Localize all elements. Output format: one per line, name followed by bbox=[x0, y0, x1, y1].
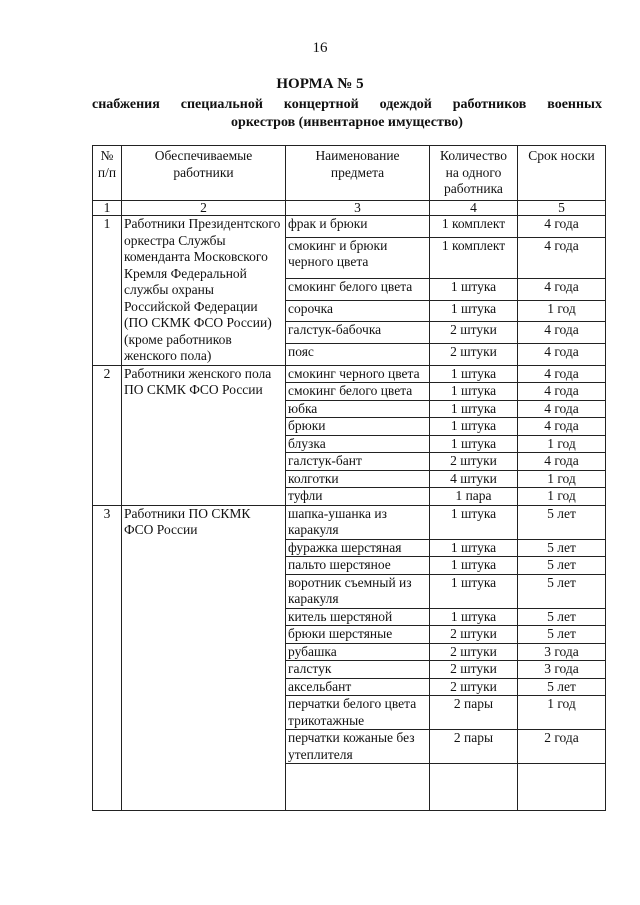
item-name-cell: смокинг белого цвета bbox=[286, 279, 430, 301]
workers-cell: Работники Президентского оркестра Службы коменданта Московского Кремля Федеральной службы охраны Российской Федерации (ПО СКМК ФСО России) (кроме работников женского пола) bbox=[122, 216, 286, 366]
column-number: 5 bbox=[518, 201, 606, 216]
item-name-cell: колготки bbox=[286, 470, 430, 488]
wear-term-cell: 5 лет bbox=[518, 626, 606, 644]
wear-term-cell: 3 года bbox=[518, 661, 606, 679]
subtitle-word: работников bbox=[452, 97, 527, 112]
quantity-cell: 2 пары bbox=[430, 730, 518, 764]
item-name-cell: смокинг и брюки черного цвета bbox=[286, 237, 430, 279]
item-name-cell: фуражка шерстяная bbox=[286, 539, 430, 557]
quantity-cell: 1 штука bbox=[430, 383, 518, 401]
workers-cell: Работники женского пола ПО СКМК ФСО России bbox=[122, 365, 286, 505]
item-name-cell: галстук-бабочка bbox=[286, 322, 430, 344]
quantity-cell: 1 штука bbox=[430, 435, 518, 453]
subtitle-word: специальной bbox=[180, 97, 263, 112]
quantity-cell: 1 штука bbox=[430, 574, 518, 608]
table-header-row bbox=[93, 146, 606, 201]
column-number: 1 bbox=[93, 201, 122, 216]
quantity-cell: 1 комплект bbox=[430, 237, 518, 279]
quantity-cell: 2 пары bbox=[430, 696, 518, 730]
empty-cell bbox=[286, 764, 430, 811]
subtitle-word: одеждой bbox=[379, 97, 432, 112]
norm-table bbox=[92, 145, 606, 811]
subtitle-word: снабжения bbox=[92, 97, 160, 112]
subtitle-line-2: оркестров (инвентарное имущество) bbox=[231, 115, 463, 130]
wear-term-cell: 4 года bbox=[518, 322, 606, 344]
quantity-cell: 1 пара bbox=[430, 488, 518, 506]
document-title: НОРМА № 5 bbox=[276, 76, 364, 92]
item-name-cell: пояс bbox=[286, 343, 430, 365]
wear-term-cell: 1 год bbox=[518, 300, 606, 322]
item-name-cell: галстук bbox=[286, 661, 430, 679]
quantity-cell: 1 штука bbox=[430, 400, 518, 418]
item-name-cell: смокинг белого цвета bbox=[286, 383, 430, 401]
workers-cell: Работники ПО СКМК ФСО России bbox=[122, 505, 286, 811]
item-name-cell: блузка bbox=[286, 435, 430, 453]
wear-term-cell: 1 год bbox=[518, 470, 606, 488]
quantity-cell: 1 штука bbox=[430, 539, 518, 557]
header-wear-term: Срок носки bbox=[518, 146, 606, 201]
quantity-cell: 4 штуки bbox=[430, 470, 518, 488]
quantity-cell: 2 штуки bbox=[430, 678, 518, 696]
item-name-cell: шапка-ушанка из каракуля bbox=[286, 505, 430, 539]
page-number: 16 bbox=[312, 40, 328, 56]
header-quantity: Количество на одного работника bbox=[430, 146, 518, 201]
quantity-cell: 2 штуки bbox=[430, 453, 518, 471]
table-row bbox=[93, 505, 606, 539]
wear-term-cell: 5 лет bbox=[518, 678, 606, 696]
quantity-cell: 2 штуки bbox=[430, 322, 518, 344]
wear-term-cell: 4 года bbox=[518, 453, 606, 471]
item-name-cell: смокинг черного цвета bbox=[286, 365, 430, 383]
wear-term-cell: 4 года bbox=[518, 365, 606, 383]
wear-term-cell: 4 года bbox=[518, 400, 606, 418]
column-number: 3 bbox=[286, 201, 430, 216]
document-subtitle bbox=[92, 96, 602, 132]
wear-term-cell: 5 лет bbox=[518, 557, 606, 575]
column-number: 2 bbox=[122, 201, 286, 216]
item-name-cell: китель шерстяной bbox=[286, 608, 430, 626]
header-number: № п/п bbox=[93, 146, 122, 201]
wear-term-cell: 1 год bbox=[518, 488, 606, 506]
item-name-cell: аксельбант bbox=[286, 678, 430, 696]
quantity-cell: 1 штука bbox=[430, 365, 518, 383]
row-number: 2 bbox=[93, 365, 122, 505]
wear-term-cell: 4 года bbox=[518, 418, 606, 436]
empty-cell bbox=[518, 764, 606, 811]
quantity-cell: 2 штуки bbox=[430, 626, 518, 644]
wear-term-cell: 5 лет bbox=[518, 608, 606, 626]
quantity-cell: 1 штука bbox=[430, 557, 518, 575]
column-number: 4 bbox=[430, 201, 518, 216]
wear-term-cell: 4 года bbox=[518, 383, 606, 401]
quantity-cell: 1 штука bbox=[430, 279, 518, 301]
empty-cell bbox=[430, 764, 518, 811]
quantity-cell: 2 штуки bbox=[430, 343, 518, 365]
table-row bbox=[93, 365, 606, 383]
row-number: 3 bbox=[93, 505, 122, 811]
item-name-cell: фрак и брюки bbox=[286, 216, 430, 238]
header-item-name: Наименование предмета bbox=[286, 146, 430, 201]
quantity-cell: 2 штуки bbox=[430, 661, 518, 679]
column-number-row bbox=[93, 201, 606, 216]
row-number: 1 bbox=[93, 216, 122, 366]
quantity-cell: 1 штука bbox=[430, 608, 518, 626]
wear-term-cell: 5 лет bbox=[518, 539, 606, 557]
norm-table-body bbox=[93, 201, 606, 811]
wear-term-cell: 4 года bbox=[518, 237, 606, 279]
item-name-cell: туфли bbox=[286, 488, 430, 506]
item-name-cell: пальто шерстяное bbox=[286, 557, 430, 575]
item-name-cell: перчатки белого цвета трикотажные bbox=[286, 696, 430, 730]
wear-term-cell: 4 года bbox=[518, 343, 606, 365]
wear-term-cell: 1 год bbox=[518, 696, 606, 730]
wear-term-cell: 2 года bbox=[518, 730, 606, 764]
wear-term-cell: 4 года bbox=[518, 216, 606, 238]
item-name-cell: перчатки кожаные без утеплителя bbox=[286, 730, 430, 764]
item-name-cell: сорочка bbox=[286, 300, 430, 322]
item-name-cell: рубашка bbox=[286, 643, 430, 661]
table-row bbox=[93, 216, 606, 238]
subtitle-line-1 bbox=[92, 96, 602, 114]
wear-term-cell: 4 года bbox=[518, 279, 606, 301]
item-name-cell: брюки шерстяные bbox=[286, 626, 430, 644]
wear-term-cell: 5 лет bbox=[518, 505, 606, 539]
quantity-cell: 1 штука bbox=[430, 300, 518, 322]
quantity-cell: 2 штуки bbox=[430, 643, 518, 661]
header-workers: Обеспечиваемые работники bbox=[122, 146, 286, 201]
item-name-cell: воротник съемный из каракуля bbox=[286, 574, 430, 608]
quantity-cell: 1 штука bbox=[430, 505, 518, 539]
item-name-cell: юбка bbox=[286, 400, 430, 418]
quantity-cell: 1 штука bbox=[430, 418, 518, 436]
item-name-cell: брюки bbox=[286, 418, 430, 436]
wear-term-cell: 5 лет bbox=[518, 574, 606, 608]
wear-term-cell: 1 год bbox=[518, 435, 606, 453]
quantity-cell: 1 комплект bbox=[430, 216, 518, 238]
subtitle-word: концертной bbox=[283, 97, 359, 112]
wear-term-cell: 3 года bbox=[518, 643, 606, 661]
item-name-cell: галстук-бант bbox=[286, 453, 430, 471]
subtitle-word: военных bbox=[547, 97, 602, 112]
